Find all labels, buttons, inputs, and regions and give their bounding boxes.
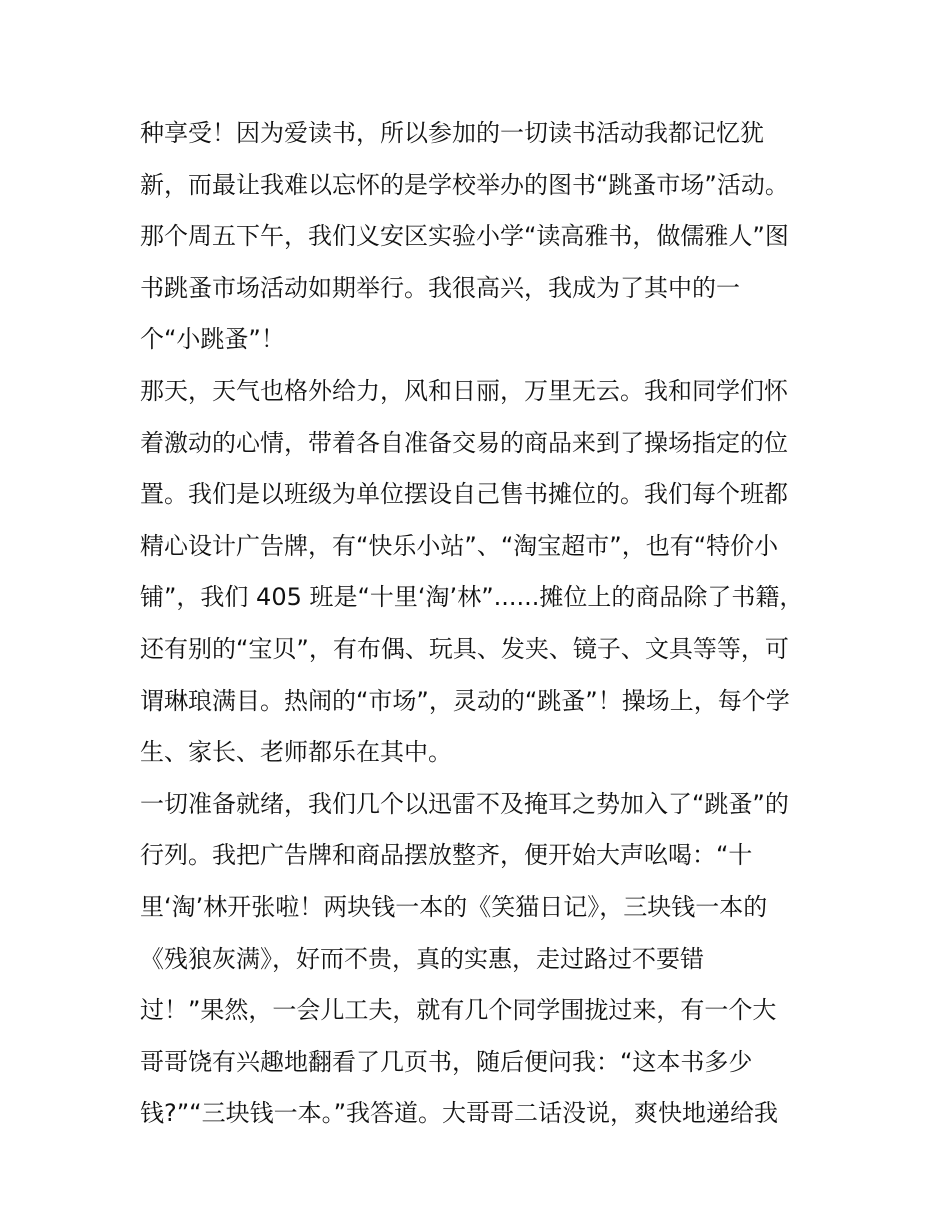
text-line: 钱?”“三块钱一本。”我答道。大哥哥二话没说，爽快地递给我 [140,1099,779,1128]
text-line: 新，而最让我难以忘怀的是学校举办的图书“跳蚤市场”活动。 [140,170,789,199]
text-line: 铺”，我们 405 班是“十里‘淘’林”......摊位上的商品除了书籍， [140,583,804,612]
text-line: 个“小跳蚤”！ [140,325,285,354]
text-line: 那天，天气也格外给力，风和日丽，万里无云。我和同学们怀 [140,376,788,405]
text-line: 置。我们是以班级为单位摆设自己售书摊位的。我们每个班都 [140,480,788,509]
text-line: 那个周五下午，我们义安区实验小学“读高雅书，做儒雅人”图 [140,222,789,251]
text-line: 一切准备就绪，我们几个以迅雷不及掩耳之势加入了“跳蚤”的 [140,789,789,818]
body-text [140,108,840,1140]
text-line: 哥哥饶有兴趣地翻看了几页书，随后便问我：“这本书多少 [140,1047,753,1076]
text-line: 还有别的“宝贝”，有布偶、玩具、发夹、镜子、文具等等，可 [140,634,789,663]
text-line: 种享受！因为爱读书，所以参加的一切读书活动我都记忆犹 [140,119,764,147]
text-line: 着激动的心情，带着各自准备交易的商品来到了操场指定的位 [140,428,788,457]
text-line: 生、家长、老师都乐在其中。 [140,738,452,767]
text-line: 过！”果然，一会儿工夫，就有几个同学围拢过来，有一个大 [140,996,777,1025]
text-line: 谓琳琅满目。热闹的“市场”，灵动的“跳蚤”！操场上，每个学 [140,686,790,715]
text-line: 里‘淘’林开张啦！两块钱一本的《笑猫日记》，三块钱一本的 [140,892,768,921]
text-line: 行列。我把广告牌和商品摆放整齐，便开始大声吆喝：“十 [140,841,753,870]
text-line: 《残狼灰满》，好而不贵，真的实惠，走过路过不要错 [140,944,704,973]
text-line: 书跳蚤市场活动如期举行。我很高兴，我成为了其中的一 [140,273,740,302]
text-line: 精心设计广告牌，有“快乐小站”、“淘宝超市”，也有“特价小 [140,531,779,560]
